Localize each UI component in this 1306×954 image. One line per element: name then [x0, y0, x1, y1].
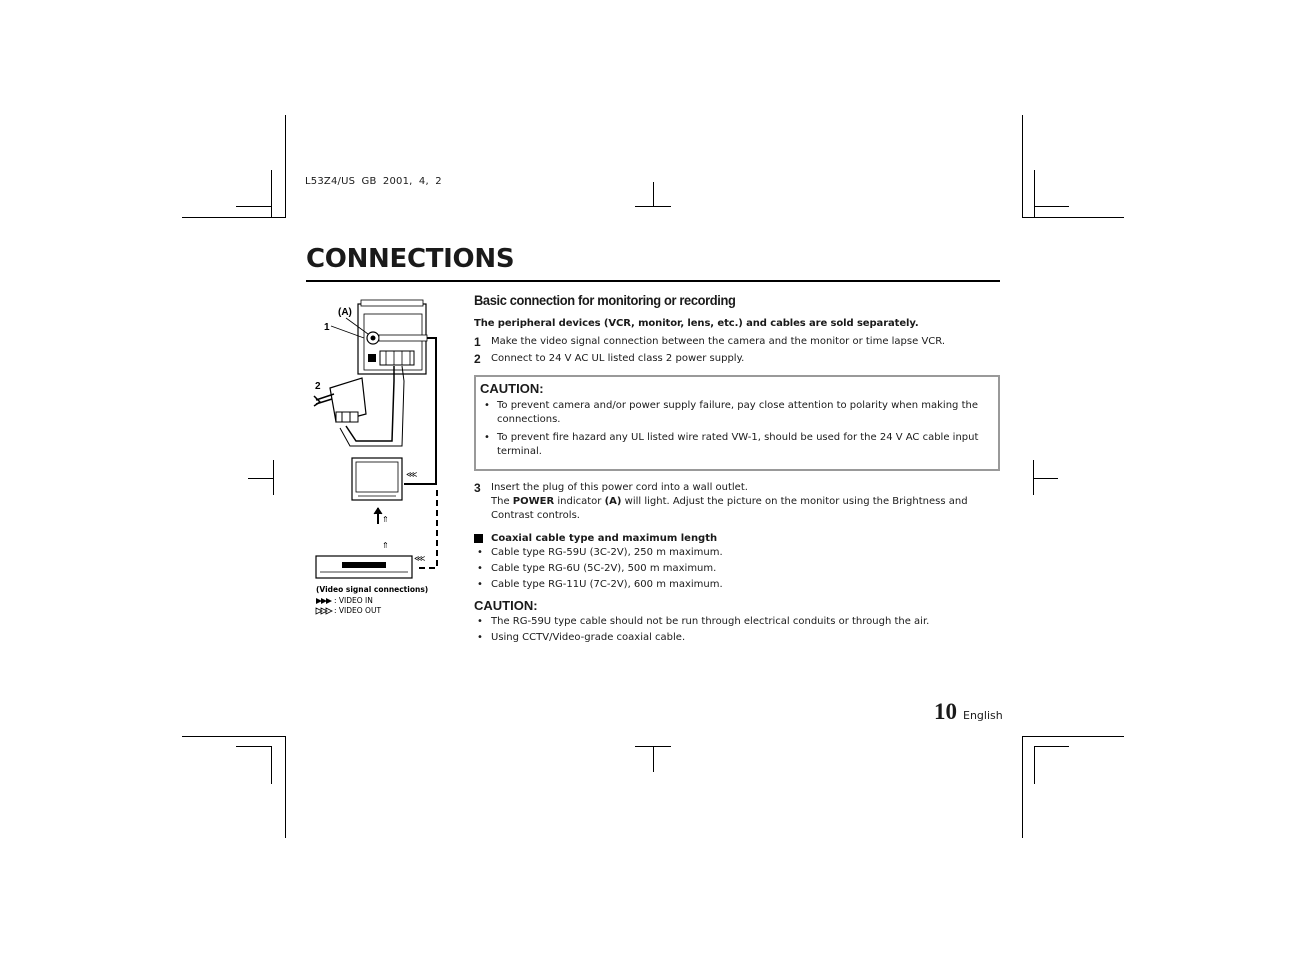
crop-mark: [1034, 746, 1069, 747]
bullet: •: [477, 579, 483, 590]
power-terminal: [380, 351, 414, 365]
crop-mark: [635, 206, 671, 207]
step-1: [474, 335, 1004, 349]
svg-text:⇑: ⇑: [382, 515, 389, 524]
crop-mark: [273, 460, 274, 495]
crop-mark: [653, 746, 654, 772]
coax-title: Coaxial cable type and maximum length: [491, 533, 718, 544]
section-title: Basic connection for monitoring or recording: [474, 292, 736, 308]
video-out-legend-icon: [316, 608, 332, 614]
square-bullet-icon: [474, 534, 483, 543]
list-item: [474, 562, 1004, 576]
svg-text:⋘: ⋘: [414, 554, 426, 563]
bullet: •: [477, 616, 483, 627]
list-item: [474, 578, 1004, 592]
step-text: will light. Adjust the picture on the monitor using the Brightness and Contrast controls.: [491, 496, 968, 521]
caution-text: To prevent fire hazard any UL listed wire rated VW-1, should be used for the 24 V AC cable input terminal.: [497, 432, 979, 457]
list-item: [474, 615, 1004, 629]
crop-mark: [1022, 736, 1023, 838]
connection-diagram: [306, 296, 446, 621]
list-item: [480, 399, 993, 427]
basic-connection-section: [474, 292, 1004, 645]
caution-box: [474, 375, 1000, 471]
crop-mark: [236, 206, 272, 207]
bullet: •: [477, 632, 483, 643]
crop-mark: [1034, 170, 1035, 218]
peripheral-note: The peripheral devices (VCR, monitor, lens, etc.) and cables are sold separately.: [474, 318, 919, 329]
crop-mark: [248, 478, 273, 479]
legend-video-in: : VIDEO IN: [334, 596, 373, 605]
caution-text: To prevent camera and/or power supply failure, pay close attention to polarity when making the connections.: [497, 400, 978, 425]
crop-mark: [1022, 736, 1124, 737]
step-text: Insert the plug of this power cord into a wall outlet.: [491, 482, 748, 493]
coax-item: Cable type RG-11U (7C-2V), 600 m maximum.: [491, 579, 723, 590]
page-title: CONNECTIONS: [306, 244, 515, 274]
step-number: 2: [474, 352, 481, 366]
crop-mark: [285, 736, 286, 838]
caution-text: The RG-59U type cable should not be run through electrical conduits or through the air.: [491, 616, 930, 627]
title-rule: [306, 280, 1000, 282]
caution-text: Using CCTV/Video-grade coaxial cable.: [491, 632, 686, 643]
crop-mark: [1033, 478, 1058, 479]
list-item: [474, 546, 1004, 560]
list-item: [474, 631, 1004, 645]
bullet: •: [477, 563, 483, 574]
diagram-caption: (Video signal connections): [316, 585, 429, 594]
label-1: 1: [324, 322, 330, 333]
list-item: [480, 431, 993, 459]
page-number: 10: [934, 699, 957, 724]
crop-mark: [271, 170, 272, 218]
bullet: •: [484, 400, 490, 411]
step-text: indicator: [554, 496, 605, 507]
bullet: •: [477, 547, 483, 558]
step-2: [474, 352, 1004, 366]
crop-mark: [1034, 746, 1035, 784]
crop-mark: [182, 217, 285, 218]
step-text: Make the video signal connection between the camera and the monitor or time lapse VCR.: [491, 336, 946, 347]
step-number: 3: [474, 481, 481, 495]
crop-mark: [653, 182, 654, 206]
coax-heading: [474, 533, 1004, 544]
step-text: Connect to 24 V AC UL listed class 2 power supply.: [491, 353, 745, 364]
label-2: 2: [315, 381, 321, 392]
legend-video-out: : VIDEO OUT: [334, 606, 382, 615]
bullet: •: [484, 432, 490, 443]
step-3: [474, 481, 1004, 523]
coax-item: Cable type RG-59U (3C-2V), 250 m maximum.: [491, 547, 723, 558]
caution-title: CAUTION:: [480, 381, 544, 396]
step-text: The: [491, 496, 513, 507]
crop-mark: [1022, 217, 1124, 218]
crop-mark: [1034, 206, 1069, 207]
step-number: 1: [474, 335, 481, 349]
video-in-legend-icon: [316, 598, 332, 604]
crop-mark: [285, 115, 286, 218]
crop-mark: [271, 746, 272, 784]
page-language: English: [963, 709, 1003, 722]
svg-text:⋘: ⋘: [406, 470, 418, 479]
crop-mark: [236, 746, 272, 747]
caution-title-2: CAUTION:: [474, 598, 538, 613]
crop-mark: [1022, 115, 1023, 218]
crop-mark: [182, 736, 285, 737]
label-a: (A): [338, 307, 352, 318]
document-code: L53Z4/US GB 2001, 4, 2: [305, 176, 442, 187]
power-label: POWER: [512, 496, 555, 507]
indicator-label: (A): [604, 496, 622, 507]
coax-item: Cable type RG-6U (5C-2V), 500 m maximum.: [491, 563, 717, 574]
svg-text:⇑: ⇑: [382, 541, 389, 550]
